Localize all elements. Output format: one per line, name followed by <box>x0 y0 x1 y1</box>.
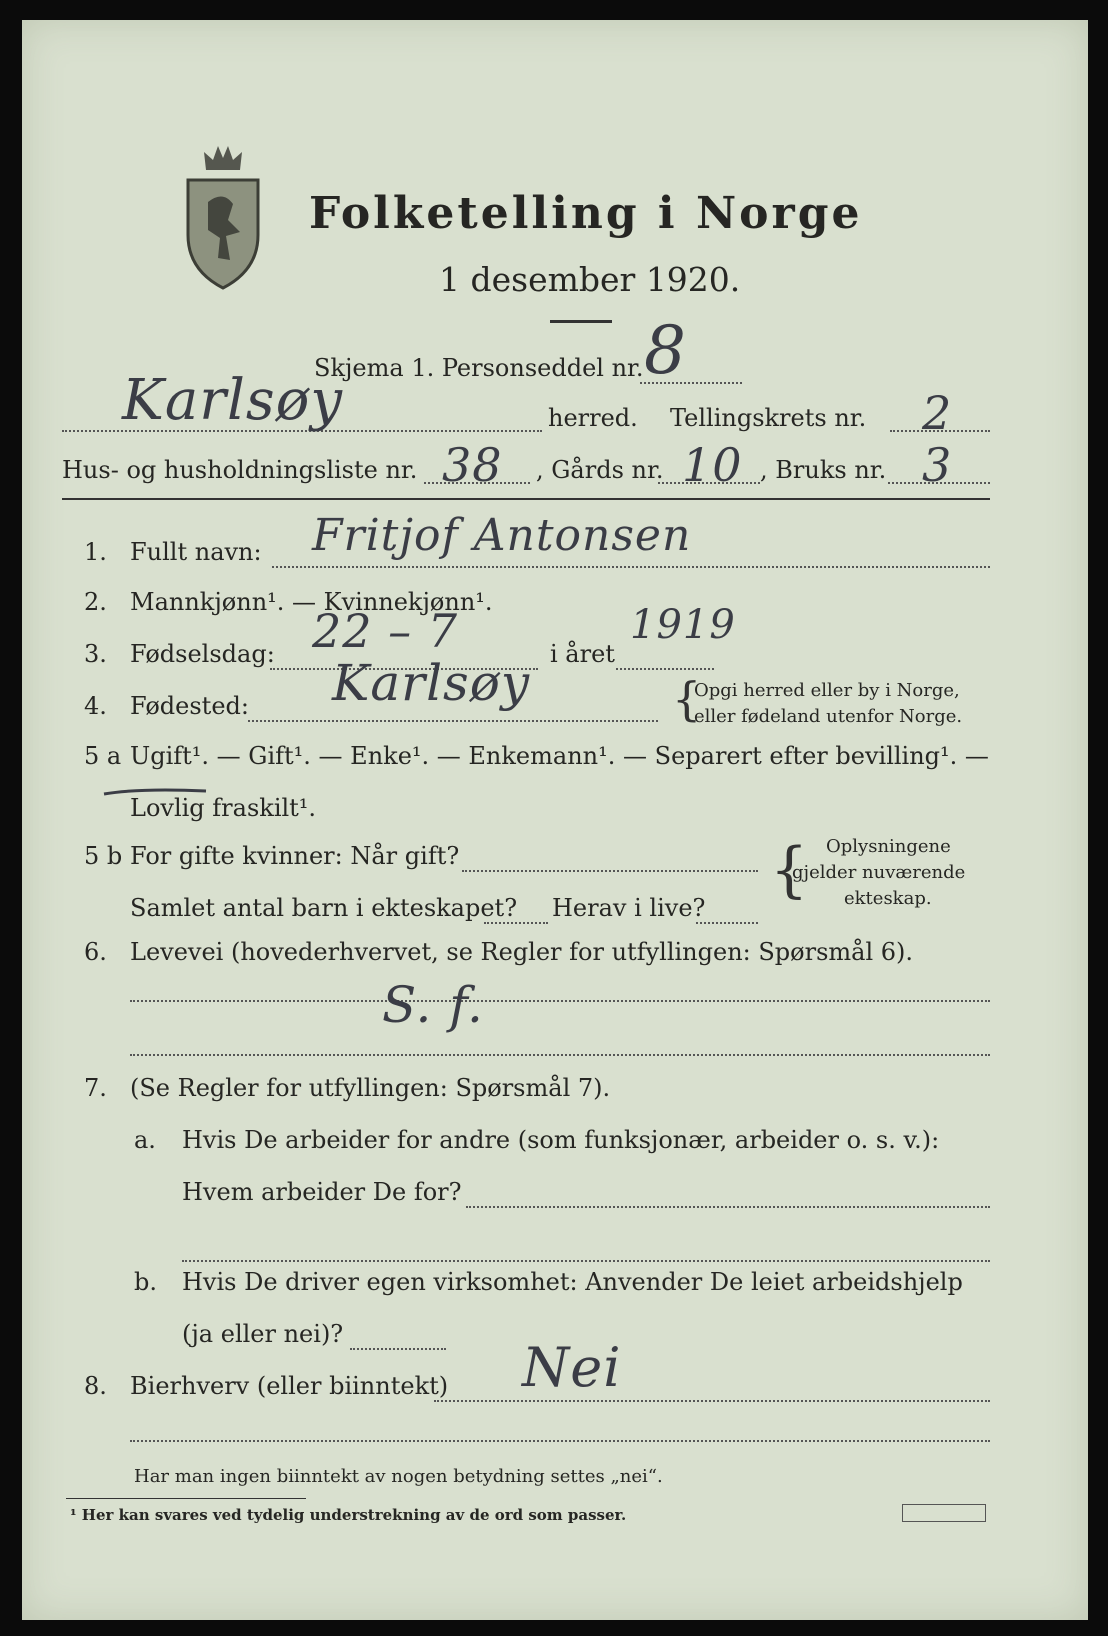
q7a-line-1: Hvis De arbeider for andre (som funksjonær, arbeider o. s. v.): <box>182 1126 940 1154</box>
q3-value: 22 – 7 <box>312 604 459 658</box>
q7a-line-2: Hvem arbeider De for? <box>182 1178 462 1206</box>
q3-year-line <box>616 668 714 670</box>
q8-label: Bierhverv (eller biinntekt) <box>130 1372 449 1400</box>
q4-value: Karlsøy <box>332 654 531 712</box>
footnote: ¹ Her kan svares ved tydelig understrekning av de ord som passer. <box>70 1506 627 1524</box>
q5a-line-1: Ugift¹. — Gift¹. — Enke¹. — Enkemann¹. — Separert efter bevilling¹. — <box>130 742 989 770</box>
q7b-line-2: (ja eller nei)? <box>182 1320 344 1348</box>
q1-number: 1. <box>84 538 107 566</box>
form-number-label: Skjema 1. Personseddel nr. <box>314 354 644 382</box>
herred-value: Karlsøy <box>122 368 343 433</box>
q8-note: Har man ingen biinntekt av nogen betydning settes „nei“. <box>134 1466 663 1487</box>
q4-line <box>248 720 658 722</box>
q5b-number: 5 b <box>84 842 123 870</box>
q7b-line-1: Hvis De driver egen virksomhet: Anvender De leiet arbeidshjelp <box>182 1268 963 1296</box>
herred-label: herred. <box>548 404 638 432</box>
q3-year-label: i året <box>550 640 615 668</box>
footnote-rule <box>66 1498 306 1499</box>
census-form <box>22 20 1088 1620</box>
q5a-handwritten-underline <box>100 786 210 810</box>
q8-line <box>434 1400 990 1402</box>
krets-label: Tellingskrets nr. <box>670 404 867 432</box>
gards-label: , Gårds nr. <box>536 456 664 484</box>
hus-value: 38 <box>442 438 503 492</box>
q7a-line-extra <box>182 1260 990 1262</box>
q1-label: Fullt navn: <box>130 538 262 566</box>
q6-value: S. f. <box>382 976 484 1034</box>
q4-note-2: eller fødeland utenfor Norge. <box>694 706 963 727</box>
q8-value: Nei <box>522 1336 622 1399</box>
q4-brace: { <box>672 672 702 726</box>
section-rule <box>62 498 990 500</box>
q7-label: (Se Regler for utfyllingen: Spørsmål 7). <box>130 1074 611 1102</box>
hus-label: Hus- og husholdningsliste nr. <box>62 456 418 484</box>
q6-number: 6. <box>84 938 107 966</box>
q5b-note-1: Oplysningene <box>826 836 951 857</box>
q7b-number: b. <box>134 1268 157 1296</box>
q5b-label-2: Samlet antal barn i ekteskapet? <box>130 894 518 922</box>
q2-label: Mannkjønn¹. — Kvinnekjønn¹. <box>130 588 493 616</box>
q7b-line <box>350 1348 446 1350</box>
q4-label: Fødested: <box>130 692 249 720</box>
coat-of-arms-icon <box>178 140 268 290</box>
bruks-value: 3 <box>922 438 953 492</box>
q5a-number: 5 a <box>84 742 122 770</box>
q5b-alive-line <box>696 922 758 924</box>
divider <box>550 320 612 323</box>
q8-number: 8. <box>84 1372 107 1400</box>
bruks-label: , Bruks nr. <box>760 456 887 484</box>
krets-value: 2 <box>922 386 953 440</box>
gards-value: 10 <box>682 438 743 492</box>
form-title: Folketelling i Norge <box>309 188 863 239</box>
q5b-label-3: Herav i live? <box>552 894 706 922</box>
q5b-note-3: ekteskap. <box>844 888 932 909</box>
q5b-children-line <box>484 922 548 924</box>
q5a-line-2: Lovlig fraskilt¹. <box>130 794 317 822</box>
q3-year-value: 1919 <box>630 602 736 648</box>
form-number-value: 8 <box>644 312 687 389</box>
q2-number: 2. <box>84 588 107 616</box>
q1-value: Fritjof Antonsen <box>312 510 692 561</box>
q4-number: 4. <box>84 692 107 720</box>
q7-number: 7. <box>84 1074 107 1102</box>
q8-line-extra <box>130 1440 990 1442</box>
census-date: 1 desember 1920. <box>439 260 741 299</box>
q7a-number: a. <box>134 1126 156 1154</box>
q4-note-1: Opgi herred eller by i Norge, <box>694 680 960 701</box>
printer-stamp <box>902 1504 986 1522</box>
q6-line-2 <box>130 1054 990 1056</box>
q5b-brace: { <box>770 835 809 905</box>
q3-label: Fødselsdag: <box>130 640 275 668</box>
q5b-label-1: For gifte kvinner: Når gift? <box>130 842 460 870</box>
q6-line-1 <box>130 1000 990 1002</box>
q3-number: 3. <box>84 640 107 668</box>
q1-line <box>272 566 990 568</box>
q5b-married-line <box>462 870 758 872</box>
q5b-note-2: gjelder nuværende <box>792 862 966 883</box>
q7a-line <box>466 1206 990 1208</box>
q6-label: Levevei (hovederhvervet, se Regler for utfyllingen: Spørsmål 6). <box>130 938 914 966</box>
